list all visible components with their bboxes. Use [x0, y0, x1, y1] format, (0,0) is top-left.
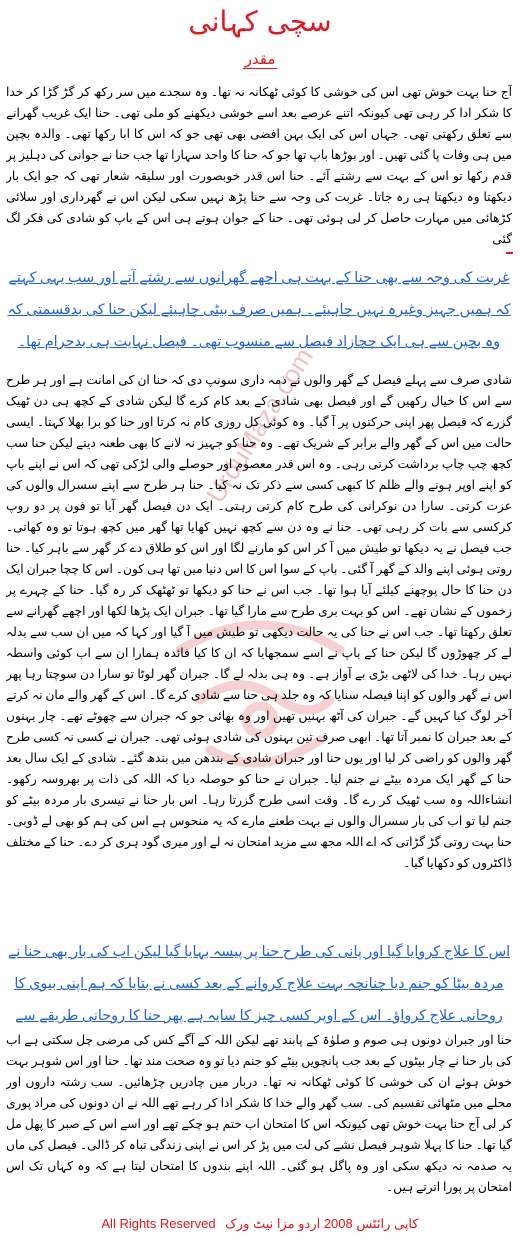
- paragraph-1: آج حنا بہت خوش تھی اس کی خوشی کا کوئی ٹھکانہ نہ تھا۔ وہ سجدے میں سر رکھ کر گڑ گڑا کر خدا کا شکر ادا کر رہی تھی کیونکہ اتنے عرصے بعد اسے خوشی دیکھنے کو ملی تھی۔ حنا ایک غریب گھرانے سے تعلق رکھتی تھی۔ جہاں اس کی ایک بہن افضی بھی تھی جو کہ اس کا ابا رکھا تھی۔ والدہ بچپن میں ہی وفات پا گئی تھیں۔ اور بوڑھا باپ تھا جو کہ حنا کا واحد سہارا تھا جب حنا نے جوانی کی دہلیز پر قدم رکھا تو اس کے بہت سے رشتے آئے۔ حنا اس قدر خوبصورت اور سلیقہ شعار تھی کہ جو ایک بار دیکھتا وہ دیکھتا ہی رہ جاتا۔ غربت کی وجہ سے حنا پڑھ نہیں سکی لیکن اس نے گھرداری اور سلائی کڑھائی میں مہارت حاصل کر لی ہوئی تھی۔ حنا کے جوان ہوتے ہی اس کے باپ کو شادی کی فکر لگ گئی: [6, 85, 512, 246]
- copyright-english: All Rights Reserved: [101, 1216, 216, 1231]
- paragraph-3: حنا اور جبران دونوں ہی صوم و صلوٰۃ کے پابند تھے لیکن اللہ کے آگے کس کی مرضی چل سکتی ہے اب کی بار حنا نے چار بیٹوں کے بعد جب پانچویں بیٹے کو جنم دیا تو وہ صحت مند تھا۔ حنا اور اس شوہر بہت خوش ہوئے ان کی خوشی کا کوئی ٹھکانہ نہ تھا۔ دربار میں چادریں چڑھائیں۔ سب رشتہ داروں اور محلے میں مٹھائی تقسیم کی۔ سب گھر والے خدا کا شکر ادا کر رہے تھے اللہ نے ان دونوں کی مراد پوری کر لی آج حنا بہت خوش تھی کیونکہ اس کا امتحان اب ختم ہو چکے تھے اور اسے اس کے صبر کا پھل مل گیا تھا۔ حنا کا پہلا شوہر فیصل نشے کی لت میں پڑ کر اس نے اپنی زندگی تباہ کر ڈالی۔ فیصل کی ماں یہ صدمہ نہ دیکھ سکی اور وہ پاگل ہو گئی۔ اللہ اپنے بندوں کا امتحان لیتا ہے کہ وہ کہاں تک اس امتحان پر پورا اترتے ہیں۔: [6, 1033, 512, 1194]
- highlight-paragraph-1: غربت کی وجہ سے بھی حنا کے بہت ہی اچھے گھرانوں سے رشتے آتے اور سب یہی کہتے کہ ہمیں جہیز وغیرہ نہیں چاہیئے۔ ہمیں صرف بیٹی چاہیئے لیکن حنا کی بدقسمتی کہ وہ بچپن سے ہی ایک چچازاد فیصل سے منسوب تھی۔ فیصل نہایت ہی بدحرام تھا۔: [7, 270, 511, 350]
- subtitle-text: مقدر: [244, 50, 276, 68]
- section-dash: [506, 252, 513, 254]
- story-subtitle: [0, 50, 520, 68]
- paragraph-2-text: شادی صرف سے پہلے فیصل کے گھر والوں نے ذمہ داری سونپ دی کہ حنا ان کی امانت ہے اور ہر طرح سے اس کا خیال رکھیں گے اور فیصل بھی شادی کے بعد کام کرے گا لیکن شادی کے کچھ ہی دن ٹھیک گزرے کہ فیصل پھر اپنی حرکتوں پر آ گیا۔ وہ کوئی کل روزی کام نہ کرتا اور حنا کو برا بھلا کہتا۔ ایسی حالت میں اس کے گھر والے برابر کے شریک تھے۔ وہ حنا کو جہیز نہ لانے کا بھی طعنہ دیتے لیکن حنا سب کچھ چپ چاپ برداشت کرتی رہی۔ وہ اس قدر معصوم اور حوصلے والی لڑکی تھی کہ اس نے اپنے باپ کو اپنے اوپر ہونے والے ظلم کا کبھی کسی سے ذکر تک نہ کیا۔ حنا ہر طرح سے اپنے سسرال والوں کی عزت کرتی۔ سارا دن نوکرانی کی طرح کام کرتی رہتی۔ ایک دن فیصل گھر آیا تو فون پر دو روپ کرکسی سے بات کر رہی تھی۔ حنا نے وہ دن سے کچھ نہیں کھایا تھا گھر میں کچھ ہوتا تو وہ کھاتی۔ جب فیصل نے یہ دیکھا تو طیش میں آ کر اس کو مارنے لگا اور اس کو طلاق دے کر گھر سے باہر کیا۔ حنا روتی ہوئی اپنے والد کے گھر آ گئی۔ باپ کے سوا اس کا اس دنیا میں تھا ہی کون۔ اس کا چچا جبران ایک دن حنا کا حال پوچھنے کیلئے آیا ہوا تھا۔ جب اس نے حنا کو دیکھا تو ٹھٹھک کر رہ گیا۔ حنا کے چہرے پر زخموں کے نشان تھے۔ اس کو بہت بری طرح سے مارا گیا تھا۔ جبران ایک پڑھا لکھا اور اچھے گھرانے سے تعلق رکھتا تھا۔ جب اس نے حنا کی یہ حالت دیکھی تو طیش میں آ گیا اور کہا کہ میں ان سب سے بدلہ لے کر چھوڑوں گا لیکن حنا کے باپ نے اسے سمجھایا کہ ان کا کیا فائدہ ہمارا ان سے اب کوئی واسطہ نہیں رہا۔ خدا کی لاٹھی بڑی بے آواز ہے۔ وہ ہی بدلہ لے گا۔ جبران گھر لوٹا تو سارا دن سوچتا رہا پھر اس نے گھر والوں کو اپنا فیصلہ سنایا کہ وہ جلد ہی حنا سے شادی کرے گا۔ اس کے گھر والے مان نہ کرتے آخر لوگ کیا کہیں گے۔ جبران کی آٹھ بہنیں تھیں اور وہ بھائی جو کہ جبران سے چھوٹے تھے۔ چار بہنوں کے بعد جبران کا نمبر آتا تھا۔ ابھی صرف تین بہنوں کی شادی ہوئی تھی۔ جبران نے کسی نہ کسی طرح گھر والوں کو راضی کر لیا اور یوں حنا اور جبران شادی کے بندھن میں بندھ گئے۔ شادی کے ایک سال بعد حنا کے گھر ایک مردہ بیٹے نے جنم لیا۔ جبران نے حنا کو حوصلہ دیا کہ اللہ کی ذات پر بھروسہ رکھو۔ انشاءاللہ وہ سب ٹھیک کر رے گا۔ وقت اسی طرح گزرتا رہا۔ اس بار حنا نے تیسری بار مردہ بیٹے کو جنم لیا تو اب کی بار سسرال والوں نے بہت طعنے مارے کہ یہ منحوس ہے اس کی ہم کو بھی لے ڈوبی۔ حنا بہت روتی گڑ گڑاتی کہ اے اللہ مجھ سے مزید امتحان نہ لے اور میری گود ہری کر دے۔ حنا کے مختلف ڈاکٹروں کو دکھایا گیا۔: [6, 373, 512, 870]
- highlight-paragraph-2: اس کا علاج کروایا گیا اور پانی کی طرح حنا پر پیسہ بہایا گیا لیکن اب کی بار بھی حنا نے مردہ بیٹا کو جنم دیا چنانچہ بہت علاج کروانے کے بعد کسی نے بتایا کہ ہم اپنی بیوی کا روحانی علاج کرواؤ۔ اس کے اوپر کسی چیز کا سایہ ہے پھر حنا کا روحانی طریقے سے: [7, 944, 511, 1024]
- watermark-text: UrduMaza.com: [200, 342, 320, 508]
- footer: [0, 1216, 520, 1232]
- story-title: سچی کہانی: [188, 5, 332, 38]
- copyright-urdu: کاپی رائٹس 2008 اردو مزا نیٹ ورک: [225, 1216, 419, 1231]
